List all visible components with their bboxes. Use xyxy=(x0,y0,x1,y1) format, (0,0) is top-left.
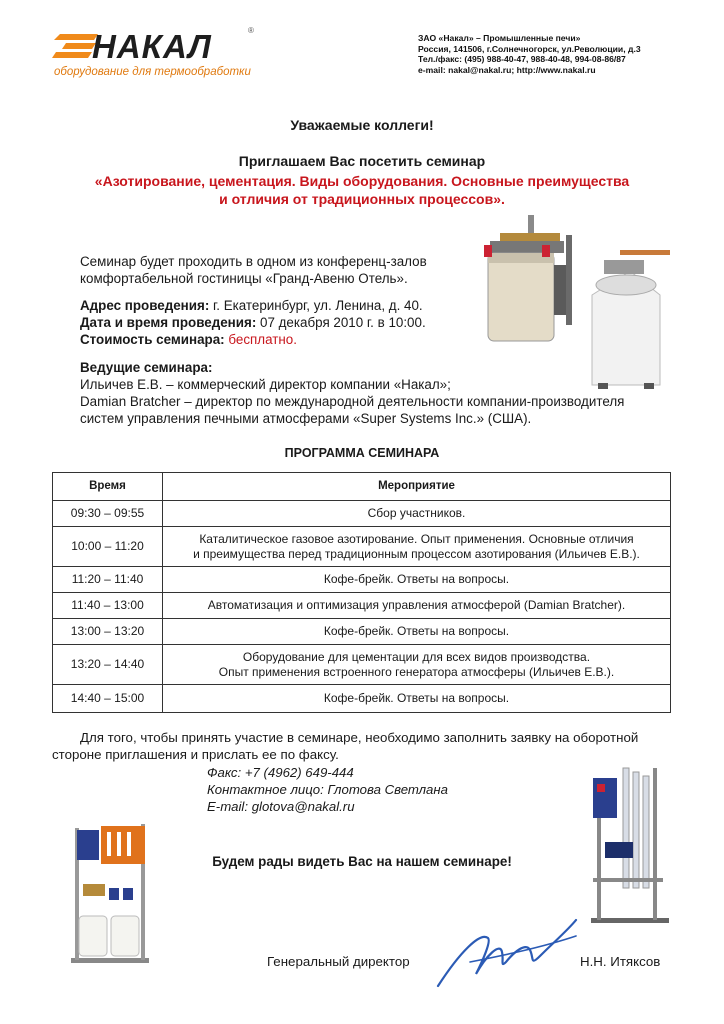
email-line: E-mail: glotova@nakal.ru xyxy=(207,799,355,814)
seminar-intro xyxy=(80,253,480,287)
event-text: Каталитическое газовое азотирование. Опыт применения. Основные отличия xyxy=(199,531,634,546)
host-item: Damian Bratcher – директор по международной деятельности компании-производителя xyxy=(80,394,625,409)
event-cell xyxy=(163,685,671,713)
address-label: Адрес проведения: xyxy=(80,298,210,313)
table-row xyxy=(53,645,671,685)
event-column-header: Мероприятие xyxy=(163,473,671,501)
table-row xyxy=(53,567,671,593)
event-text: Кофе-брейк. Ответы на вопросы. xyxy=(323,691,510,705)
intro-line: комфортабельной гостиницы «Гранд-Авеню Отель». xyxy=(80,271,408,286)
cost-label: Стоимость семинара: xyxy=(80,332,225,347)
time-column-header: Время xyxy=(53,473,163,501)
table-header-row xyxy=(53,473,671,501)
greeting-heading: Уважаемые коллеги! xyxy=(290,117,434,133)
seminar-topic xyxy=(0,172,724,208)
cost-value: бесплатно. xyxy=(228,332,297,347)
cost-row xyxy=(80,331,426,348)
company-logo xyxy=(52,24,272,86)
table-row xyxy=(53,685,671,713)
host-item: систем управления печными атмосферами «Super Systems Inc.» (США). xyxy=(80,411,532,426)
date-row xyxy=(80,314,426,331)
company-name: ЗАО «Накал» – Промышленные печи» xyxy=(418,33,581,43)
date-value: 07 декабря 2010 г. в 10:00. xyxy=(256,315,426,330)
program-table xyxy=(52,472,671,713)
table-row xyxy=(53,593,671,619)
contact-info xyxy=(207,764,448,815)
event-text: Опыт применения встроенного генератора атмосферы (Ильичев Е.В.). xyxy=(218,664,615,679)
fax-line: Факс: +7 (4962) 649-444 xyxy=(207,765,354,780)
invite-heading: Приглашаем Вас посетить семинар xyxy=(238,153,486,169)
time-cell: 11:40 – 13:00 xyxy=(53,593,163,619)
director-name: Н.Н. Итяксов xyxy=(580,954,661,969)
hosts-title: Ведущие семинара: xyxy=(80,360,213,375)
address-value: г. Екатеринбург, ул. Ленина, д. 40. xyxy=(209,298,423,313)
time-cell: 09:30 – 09:55 xyxy=(53,501,163,527)
director-position: Генеральный директор xyxy=(267,954,410,969)
seminar-hosts xyxy=(80,359,680,427)
event-text: Кофе-брейк. Ответы на вопросы. xyxy=(323,572,510,586)
event-text: Кофе-брейк. Ответы на вопросы. xyxy=(323,624,510,638)
event-cell xyxy=(163,527,671,567)
participation-note: Для того, чтобы принять участие в семинаре, необходимо заполнить заявку на оборотной стороне приглашения и прислать ее по факсу. xyxy=(52,730,639,762)
gas-generator-image xyxy=(583,758,673,928)
topic-line: «Азотирование, цементация. Виды оборудования. Основные преимущества xyxy=(94,173,630,189)
table-row xyxy=(53,527,671,567)
time-cell: 13:20 – 14:40 xyxy=(53,645,163,685)
address-row xyxy=(80,297,426,314)
seminar-details xyxy=(80,297,426,348)
event-text: Оборудование для цементации для всех видов производства. xyxy=(242,649,591,664)
event-cell xyxy=(163,501,671,527)
topic-line: и отличия от традиционных процессов». xyxy=(219,191,505,207)
event-text: Сбор участников. xyxy=(367,506,466,520)
contact-person-line: Контактное лицо: Глотова Светлана xyxy=(207,782,448,797)
company-contacts xyxy=(418,33,641,75)
date-label: Дата и время проведения: xyxy=(80,315,257,330)
host-item: Ильичев Е.В. – коммерческий директор компании «Накал»; xyxy=(80,377,451,392)
company-web: e-mail: nakal@nakal.ru; http://www.nakal.ru xyxy=(418,64,596,75)
dosing-station-image xyxy=(65,818,155,968)
time-cell: 11:20 – 11:40 xyxy=(53,567,163,593)
event-text: и преимущества перед традиционным процессом азотирования (Ильичев Е.В.). xyxy=(193,546,640,561)
event-text: Автоматизация и оптимизация управления атмосферой (Damian Bratcher). xyxy=(207,598,626,612)
program-title: ПРОГРАММА СЕМИНАРА xyxy=(284,446,440,460)
event-cell xyxy=(163,645,671,685)
director-signature xyxy=(430,912,580,992)
time-cell: 10:00 – 11:20 xyxy=(53,527,163,567)
welcome-message: Будем рады видеть Вас на нашем семинаре! xyxy=(212,854,512,869)
company-phone: Тел./факс: (495) 988-40-47, 988-40-48, 994-08-86/87 xyxy=(418,54,626,65)
event-cell xyxy=(163,619,671,645)
time-cell: 13:00 – 13:20 xyxy=(53,619,163,645)
logo-tagline: оборудование для термообработки xyxy=(54,66,251,78)
time-cell: 14:40 – 15:00 xyxy=(53,685,163,713)
registered-mark: ® xyxy=(248,26,254,35)
event-cell xyxy=(163,593,671,619)
table-row xyxy=(53,501,671,527)
table-row xyxy=(53,619,671,645)
logo-wordmark: НАКАЛ xyxy=(92,28,212,65)
event-cell xyxy=(163,567,671,593)
intro-line: Семинар будет проходить в одном из конференц-залов xyxy=(80,254,427,269)
company-address: Россия, 141506, г.Солнечногорск, ул.Революции, д.3 xyxy=(418,43,641,54)
